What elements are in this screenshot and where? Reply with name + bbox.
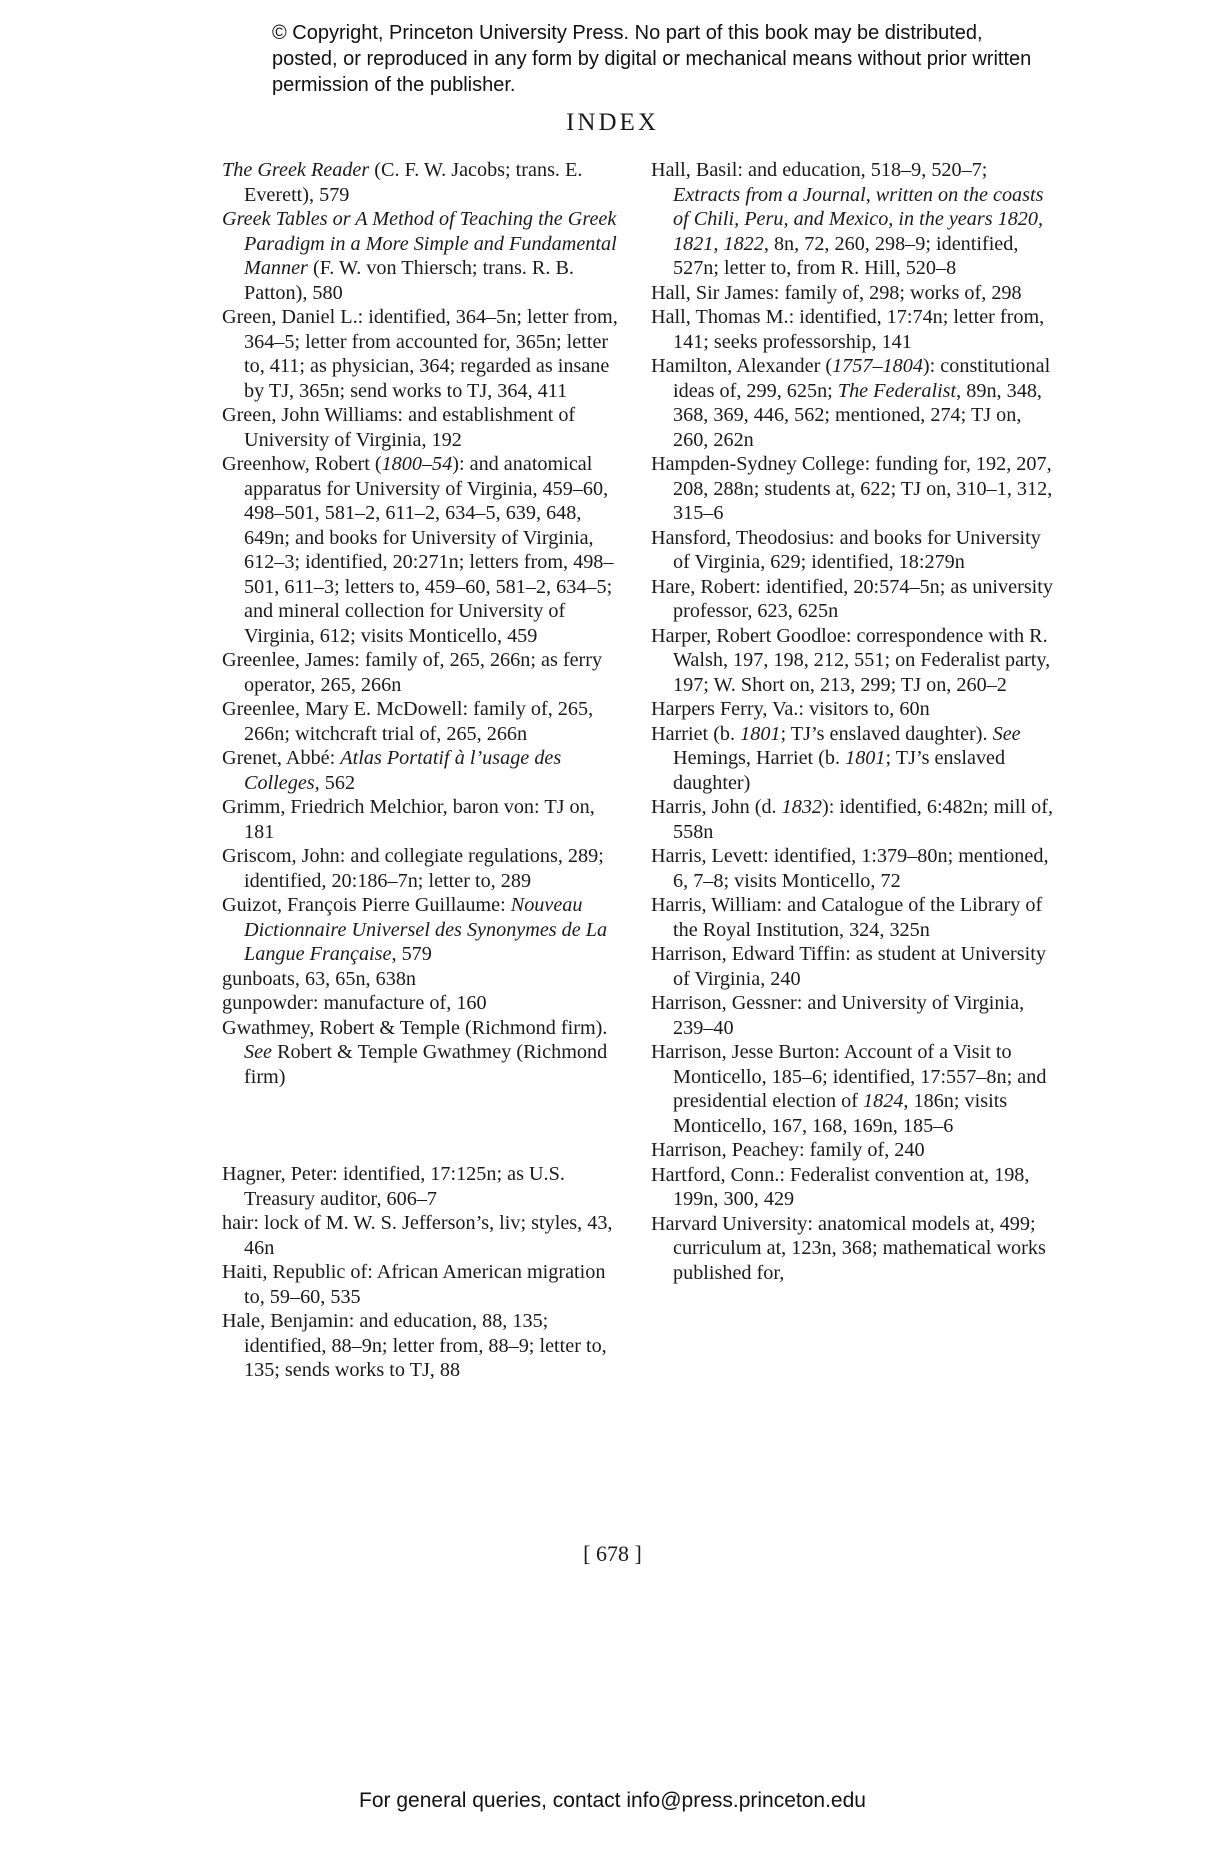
letter-section-gap xyxy=(222,1089,627,1162)
index-entry: Harrison, Edward Tiffin: as student at University of Virginia, 240 xyxy=(651,943,1046,990)
index-entry: Haiti, Republic of: African American migration to, 59–60, 535 xyxy=(222,1261,606,1308)
index-entry: Harris, Levett: identified, 1:379–80n; mentioned, 6, 7–8; visits Monticello, 72 xyxy=(651,845,1049,892)
index-entry: Harper, Robert Goodloe: correspondence with R. Walsh, 197, 198, 212, 551; on Federalist party, 197; W. Short on, 213, 299; TJ on, 260–2 xyxy=(651,624,1051,696)
page-title: INDEX xyxy=(566,109,659,136)
index-entry: Green, Daniel L.: identified, 364–5n; letter from, 364–5; letter from accounted for, 365n; letter to, 411; as physician, 364; regarded as insane by TJ, 365n; send works to TJ, 364, 411 xyxy=(222,306,618,402)
index-entry: Hall, Sir James: family of, 298; works of, 298 xyxy=(651,281,1022,304)
index-entry: Harris, William: and Catalogue of the Library of the Royal Institution, 324, 325n xyxy=(651,894,1043,941)
index-entry: hair: lock of M. W. S. Jefferson’s, liv; styles, 43, 46n xyxy=(222,1212,613,1259)
index-column-left xyxy=(222,158,627,1383)
index-entry: gunpowder: manufacture of, 160 xyxy=(222,992,487,1014)
index-entry: Hall, Basil: and education, 518–9, 520–7; Extracts from a Journal, written on the coasts of Chili, Peru, and Mexico, in the years 1820, 1821, 1822, 8n, 72, 260, 298–9; identified, 527n; letter to, from R. Hill, 520–8 xyxy=(651,159,1044,279)
index-entry: Green, John Williams: and establishment of University of Virginia, 192 xyxy=(222,404,576,451)
index-entry: Hamilton, Alexander (1757–1804): constitutional ideas of, 299, 625n; The Federalist, 89n, 348, 368, 369, 446, 562; mentioned, 274; TJ on, 260, 262n xyxy=(651,355,1051,451)
index-column-right xyxy=(651,158,1056,1285)
page-number: [ 678 ] xyxy=(583,1541,642,1566)
index-entry: Greenlee, Mary E. McDowell: family of, 265, 266n; witchcraft trial of, 265, 266n xyxy=(222,698,594,745)
index-entry: Hall, Thomas M.: identified, 17:74n; letter from, 141; seeks professorship, 141 xyxy=(651,306,1045,353)
copyright-notice: © Copyright, Princeton University Press. No part of this book may be distributed, posted, or reproduced in any form by digital or mechanical means without prior written permission of the publisher. xyxy=(272,22,1032,96)
index-entry: Gwathmey, Robert & Temple (Richmond firm). See Robert & Temple Gwathmey (Richmond firm) xyxy=(222,1016,608,1088)
index-entry: Harriet (b. 1801; TJ’s enslaved daughter). See Hemings, Harriet (b. 1801; TJ’s enslaved daughter) xyxy=(651,722,1021,794)
index-entry: Hale, Benjamin: and education, 88, 135; identified, 88–9n; letter from, 88–9; letter to, 135; sends works to TJ, 88 xyxy=(222,1310,607,1381)
index-entry: Hare, Robert: identified, 20:574–5n; as university professor, 623, 625n xyxy=(651,575,1053,622)
index-entry: Harvard University: anatomical models at, 499; curriculum at, 123n, 368; mathematical works published for, xyxy=(651,1212,1046,1284)
index-entry: Griscom, John: and collegiate regulations, 289; identified, 20:186–7n; letter to, 289 xyxy=(222,845,604,892)
contact-footer: For general queries, contact info@press.princeton.edu xyxy=(359,1789,866,1812)
index-entry: Grenet, Abbé: Atlas Portatif à l’usage des Colleges, 562 xyxy=(222,747,562,794)
index-entry: Greek Tables or A Method of Teaching the Greek Paradigm in a More Simple and Fundamental Manner (F. W. von Thiersch; trans. R. B. Patton), 580 xyxy=(222,208,617,304)
index-entry: Hansford, Theodosius: and books for University of Virginia, 629; identified, 18:279n xyxy=(651,526,1041,573)
index-entry: Harpers Ferry, Va.: visitors to, 60n xyxy=(651,698,930,720)
index-entry: Greenlee, James: family of, 265, 266n; as ferry operator, 265, 266n xyxy=(222,649,603,696)
index-entry: Hampden-Sydney College: funding for, 192, 207, 208, 288n; students at, 622; TJ on, 310–1, 312, 315–6 xyxy=(651,453,1053,524)
index-entry: Hagner, Peter: identified, 17:125n; as U.S. Treasury auditor, 606–7 xyxy=(222,1163,565,1210)
index-entry: Harrison, Peachey: family of, 240 xyxy=(651,1139,925,1161)
index-entry: Harris, John (d. 1832): identified, 6:482n; mill of, 558n xyxy=(651,796,1054,843)
index-entry: Hartford, Conn.: Federalist convention at, 198, 199n, 300, 429 xyxy=(651,1163,1030,1210)
index-entry: Grimm, Friedrich Melchior, baron von: TJ on, 181 xyxy=(222,796,595,843)
index-entry: Guizot, François Pierre Guillaume: Nouveau Dictionnaire Universel des Synonymes de La Langue Française, 579 xyxy=(222,894,608,965)
index-entry: Greenhow, Robert (1800–54): and anatomical apparatus for University of Virginia, 459–60, 498–501, 581–2, 611–2, 634–5, 639, 648, 649n; and books for University of Virginia, 612–3; identified, 20:271n; letters from, 498–501, 611–3; letters to, 459–60, 581–2, 634–5; and mineral collection for University of Virginia, 612; visits Monticello, 459 xyxy=(222,453,614,647)
index-entry: Harrison, Jesse Burton: Account of a Visit to Monticello, 185–6; identified, 17:557–8n; and presidential election of 1824, 186n; visits Monticello, 167, 168, 169n, 185–6 xyxy=(651,1041,1047,1137)
index-entry: Harrison, Gessner: and University of Virginia, 239–40 xyxy=(651,992,1025,1039)
index-entry: The Greek Reader (C. F. W. Jacobs; trans. E. Everett), 579 xyxy=(222,159,583,206)
index-entry: gunboats, 63, 65n, 638n xyxy=(222,967,417,990)
